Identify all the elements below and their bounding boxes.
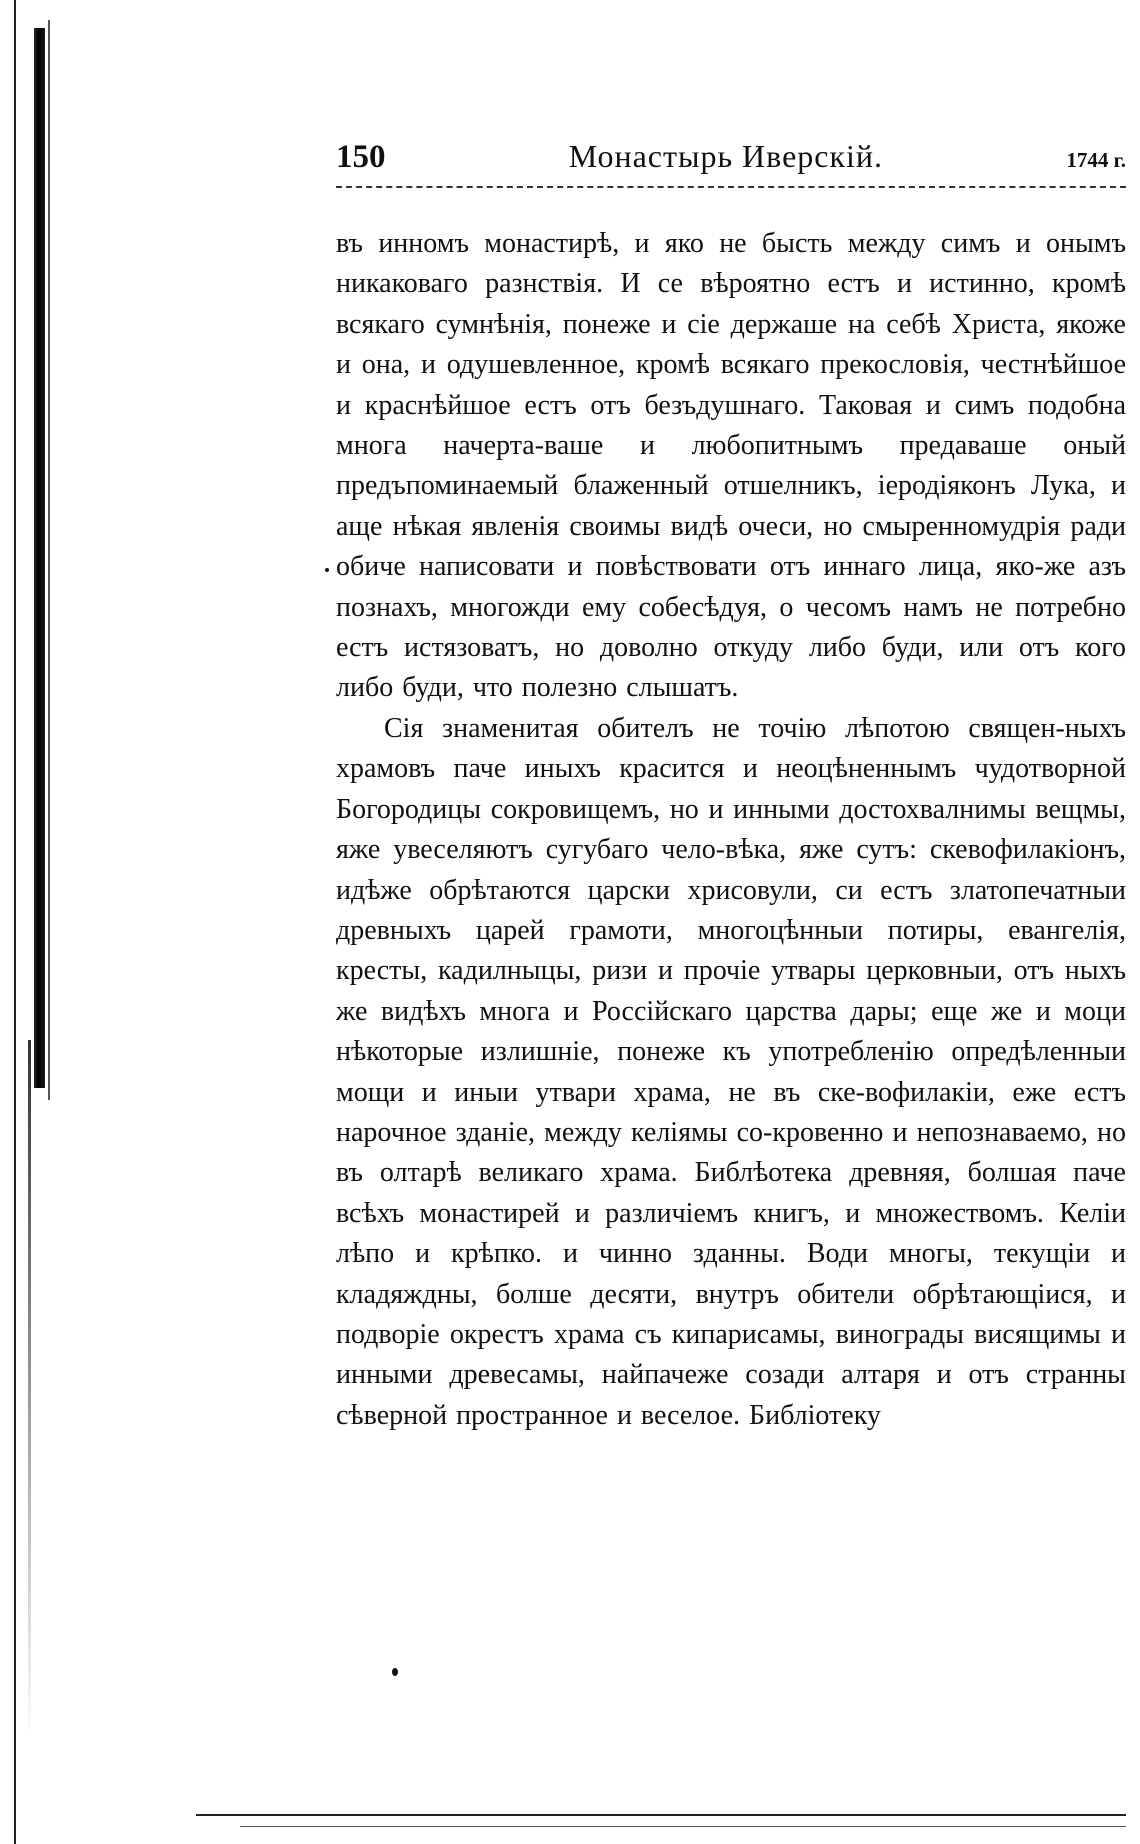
paragraph: Сія знаменитая обителъ не точію лѣпотою священ-ныхъ храмовъ паче иныхъ красится и неоцѣненнымъ чудотворной Богородицы сокровищемъ, но и инными достохвалнимы вещмы, яже увеселяютъ сугубаго чело-вѣка, яже сутъ: скевофилакіонъ, идѣже обрѣтаются царски хрисовули, си естъ златопечатныи древныхъ царей грамоти, многоцѣнныи потиры, евангелія, кресты, кадилныцы, ризи и прочіе утвары церковныи, отъ ныхъ же видѣхъ многа и Россійскаго царства дары; еще же и моци нѣкоторые излишніе, понеже къ употребленію опредѣленныи мощи и иныи утвари храма, не въ ске-вофилакіи, еже естъ нарочное зданіе, между келіямы со-кровенно и непознаваемо, но въ олтарѣ великаго храма. Библѣотека древняя, болшая паче всѣхъ монастирей и различіемъ книгъ, и множествомъ. Келіи лѣпо и крѣпко. и чинно зданны. Води многы, текущіи и кладяждны, болше десяти, внутръ обители обрѣтающіися, и подворіе окрестъ храма съ кипарисамы, винограды висящимы и инными древесамы, найпачеже созади алтаря и отъ странны сѣверной пространное и веселое. Библіотеку: [336, 712, 1126, 1431]
page-year: 1744 г.: [1066, 148, 1126, 172]
ink-speck: [325, 568, 329, 572]
page-number: 150: [336, 139, 386, 175]
page-header: [336, 138, 1126, 182]
paragraph: въ инномъ монастирѣ, и яко не бысть между симъ и онымъ никаковаго разнствія. И се вѣроятно естъ и истинно, кромѣ всякаго сумнѣнія, понеже и сіе держаше на себѣ Христа, якоже и она, и одушевленное, кромѣ всякаго прекословія, честнѣйшое и краснѣйшое естъ отъ безъдушнаго. Таковая и симъ подобна многа начерта-ваше и любопитнымъ предаваше оный предъпоминаемый блаженный отшелникъ, іеродіяконъ Лука, и аще нѣкая явленія своимы видѣ очеси, но смыренномудрія ради обиче написовати и повѣствовати отъ иннаго лица, яко-же азъ познахъ, многожди ему собесѣдуя, о чесомъ намъ не потребно естъ истязоватъ, но доволно откуду либо буди, или отъ кого либо буди, что полезно слышатъ.: [336, 228, 1126, 704]
running-title: Монастырь Иверскій.: [568, 138, 884, 174]
header-rule: [336, 186, 1126, 188]
book-spine-shadow: [34, 28, 45, 1088]
spine-edge-line: [48, 20, 50, 1100]
spine-edge-line: [14, 0, 16, 1844]
spine-fade-line: [28, 1040, 31, 1740]
bottom-rule: [240, 1826, 1126, 1827]
body-text: [336, 224, 1126, 1436]
bottom-rule: [196, 1814, 1126, 1816]
ink-speck: [392, 1668, 398, 1676]
